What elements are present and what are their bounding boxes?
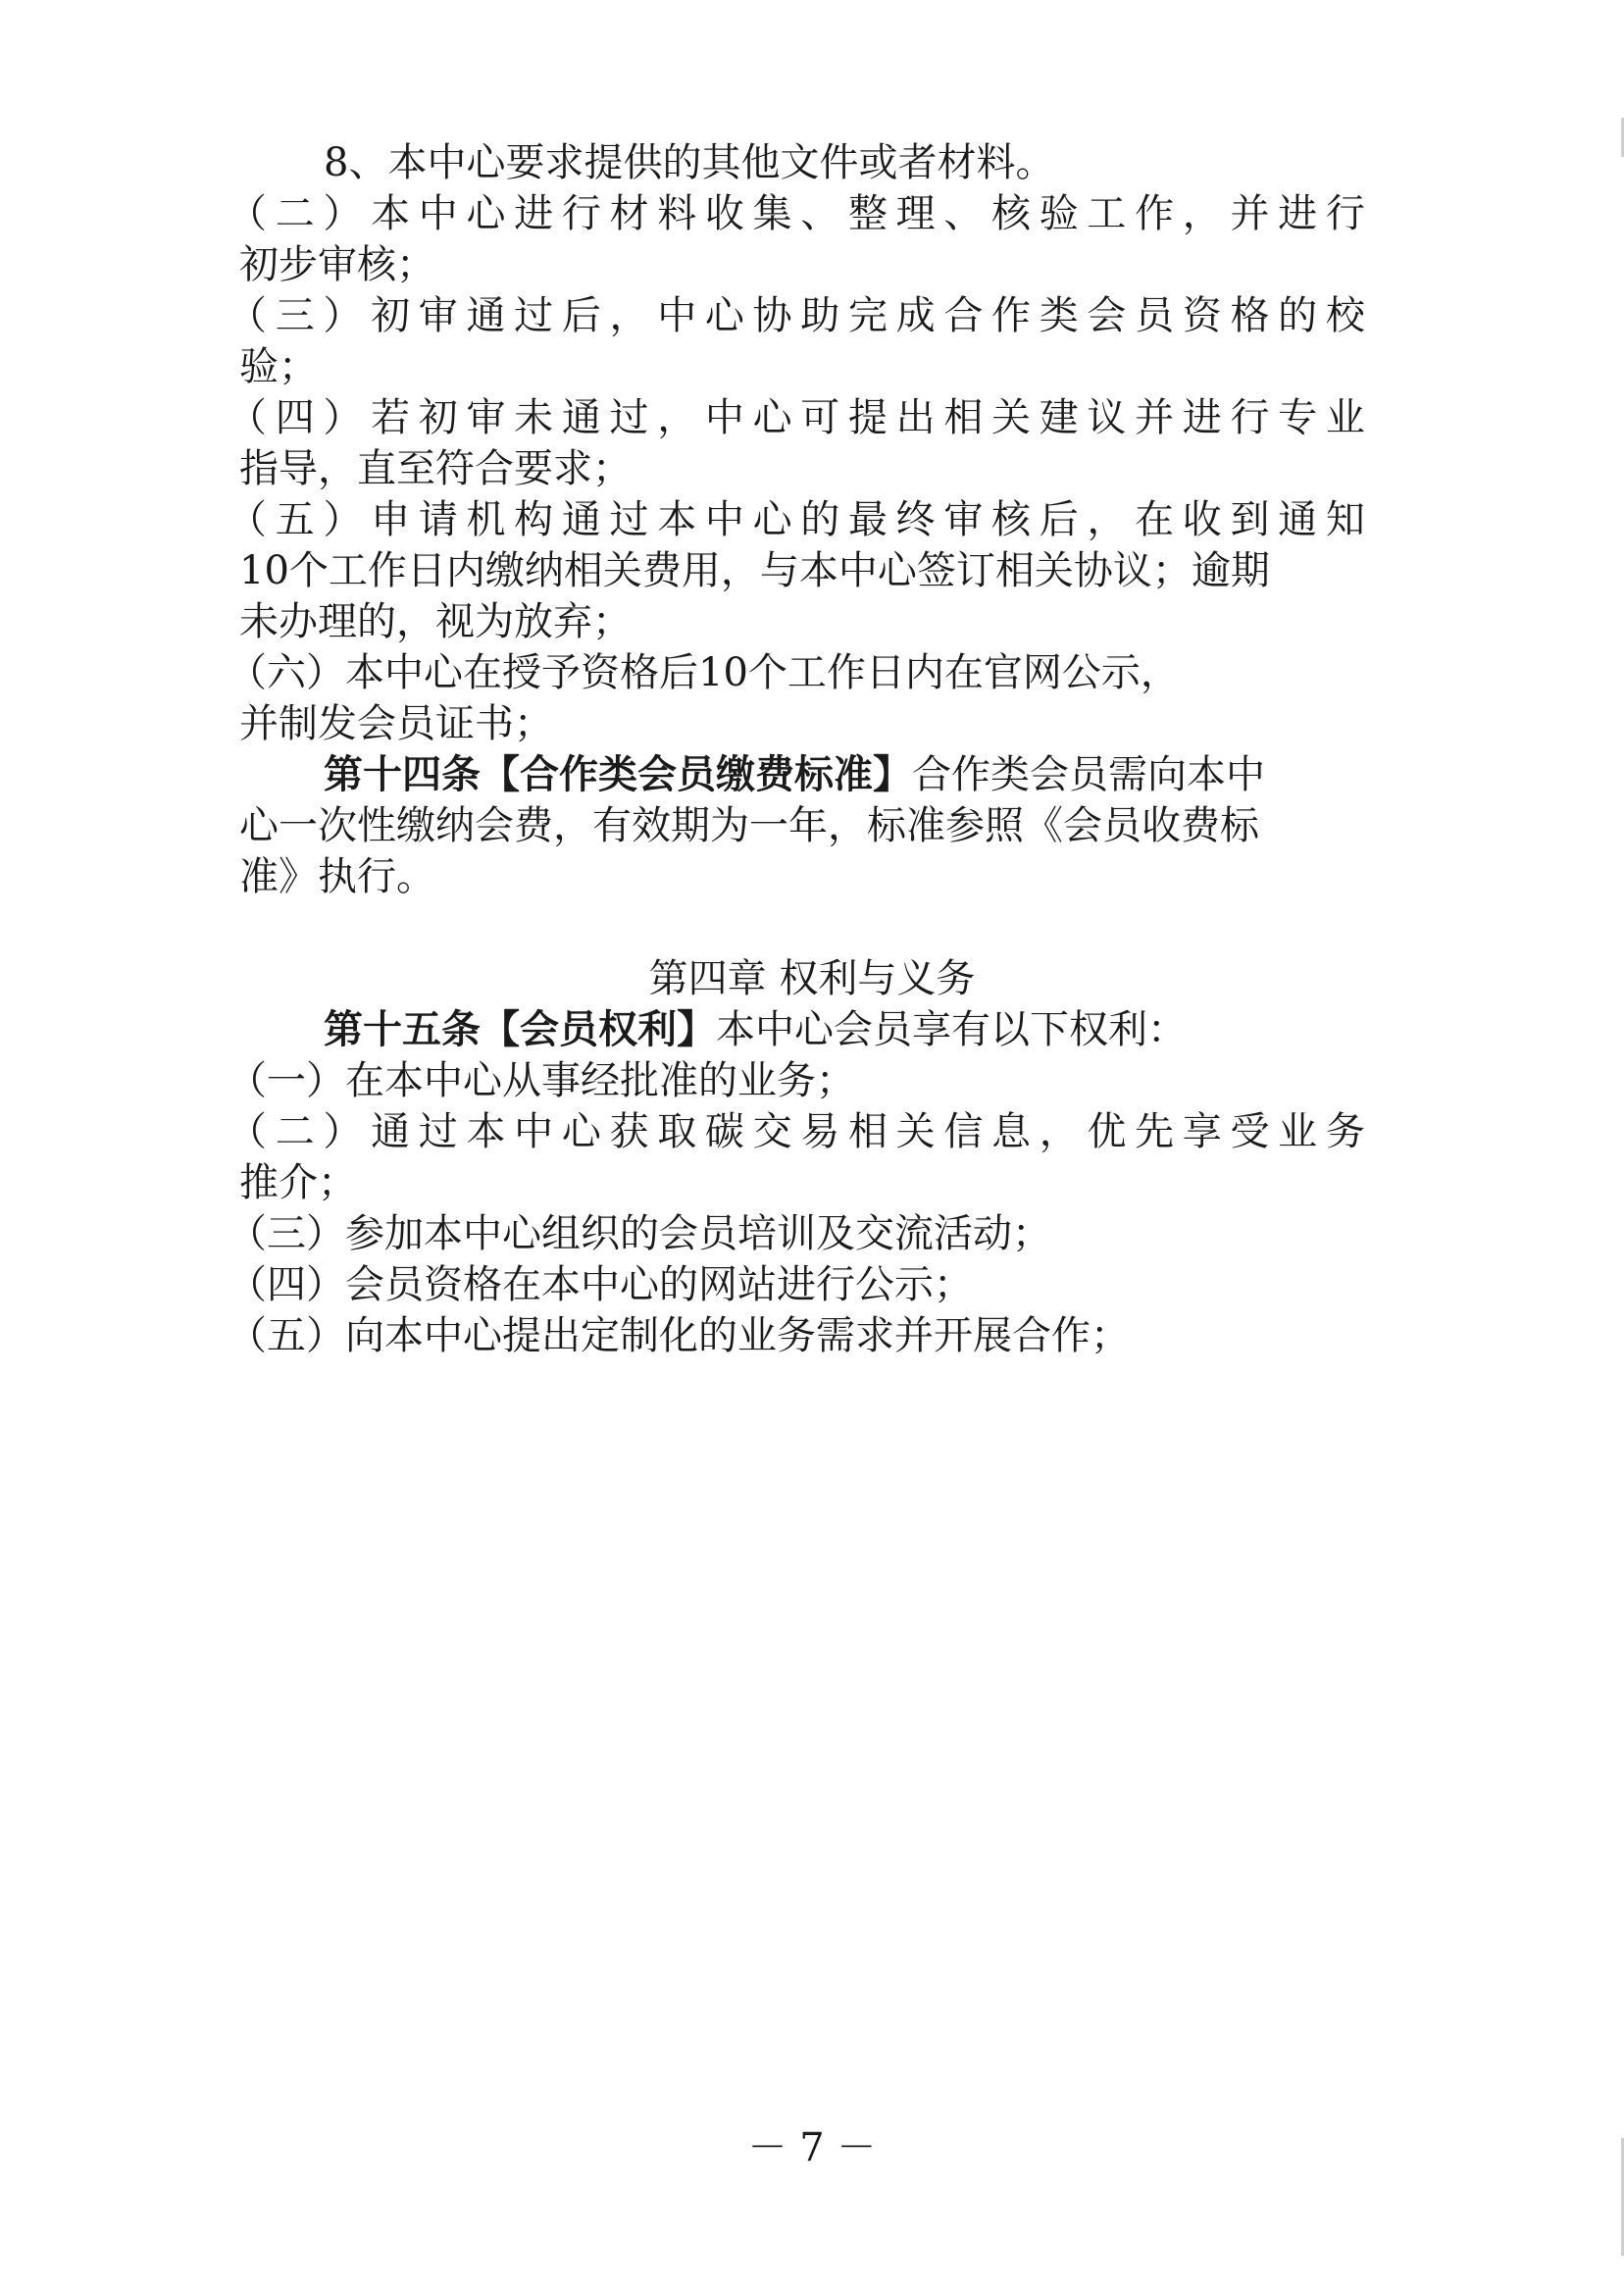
glyph: 助 [800,293,840,338]
paragraph-line: （三）参加本中心组织的会员培训及交流活动； [228,1211,1051,1256]
glyph: 整 [847,191,888,236]
glyph: 息 [991,1109,1031,1154]
glyph: 三 [275,293,315,338]
glyph: 易 [800,1109,840,1154]
paragraph-line: （六）本中心在授予资格后10个工作日内在官网公示， [228,650,1180,695]
glyph: 、 [800,191,840,236]
glyph: ， [1182,191,1222,236]
glyph: 协 [752,293,792,338]
paragraph-line: 准》执行。 [239,854,435,899]
glyph: 通 [1278,497,1318,542]
paragraph-line: （一）在本中心从事经批准的业务； [228,1058,855,1103]
glyph: 初 [371,293,411,338]
glyph: 校 [1325,293,1365,338]
paragraph-line: 指导，直至符合要求； [239,446,632,491]
glyph: 审 [418,293,458,338]
glyph: 五 [275,497,315,542]
glyph: 在 [1135,497,1175,542]
glyph: 行 [1325,191,1365,236]
glyph: 未 [514,395,554,440]
glyph: 行 [1230,395,1270,440]
glyph: 心 [561,1109,601,1154]
page-number: － 7 － [747,2125,877,2170]
glyph: 心 [466,191,506,236]
glyph: 构 [514,497,554,542]
glyph: 初 [418,395,458,440]
glyph: 员 [1135,293,1175,338]
paragraph-line: 初步审核； [239,242,435,287]
glyph: 作 [1135,191,1175,236]
glyph: 的 [1278,293,1318,338]
glyph: 相 [943,395,984,440]
glyph: 中 [657,293,697,338]
glyph: ， [657,395,697,440]
paragraph-line [228,292,1365,339]
glyph: 验 [1039,191,1079,236]
paragraph-line: 未办理的，视为放弃； [239,599,632,644]
glyph: 本 [657,497,697,542]
paragraph-line: 推介； [239,1160,357,1205]
glyph: 二 [275,191,315,236]
glyph: 受 [1230,1109,1270,1154]
glyph: 业 [1278,1109,1318,1154]
glyph: 通 [561,395,601,440]
glyph: 心 [704,293,744,338]
glyph: （ [228,497,267,542]
glyph: 四 [275,395,315,440]
glyph: 会 [1087,293,1127,338]
glyph: 务 [1325,1109,1365,1154]
glyph: 过 [609,497,649,542]
glyph: 获 [609,1109,649,1154]
paragraph-line [228,190,1365,237]
glyph: 机 [466,497,506,542]
glyph: 关 [991,395,1031,440]
glyph: 过 [418,1109,458,1154]
glyph: 理 [895,191,936,236]
glyph: 、 [943,191,984,236]
paragraph-line [228,1108,1365,1155]
glyph: 二 [275,1109,315,1154]
glyph: 请 [418,497,458,542]
glyph: 到 [1230,497,1270,542]
glyph: 取 [657,1109,697,1154]
glyph: 专 [1278,395,1318,440]
glyph: 碳 [704,1109,744,1154]
chapter-heading: 第四章 权利与义务 [648,956,976,1001]
article-14-title: 第十四条【合作类会员缴费标准】 [324,752,912,797]
glyph: 并 [1135,395,1175,440]
glyph: ， [1039,1109,1079,1154]
glyph: ， [609,293,649,338]
glyph: 的 [800,497,840,542]
glyph: ） [323,497,363,542]
glyph: 通 [561,497,601,542]
glyph: 通 [466,293,506,338]
glyph: 中 [704,497,744,542]
glyph: 集 [752,191,792,236]
glyph: 收 [1182,497,1222,542]
glyph: 交 [752,1109,792,1154]
glyph: 本 [371,191,411,236]
glyph: （ [228,293,267,338]
article-15-title: 第十五条【会员权利】 [324,1007,716,1052]
glyph: 后 [1039,497,1079,542]
glyph: 先 [1135,1109,1175,1154]
glyph: 料 [657,191,697,236]
glyph: 完 [847,293,888,338]
glyph: 通 [371,1109,411,1154]
article-15-line [324,1006,1187,1053]
glyph: 作 [991,293,1031,338]
glyph: 进 [1182,395,1222,440]
glyph: （ [228,395,267,440]
glyph: 关 [895,1109,936,1154]
glyph: 可 [800,395,840,440]
glyph: 过 [514,293,554,338]
glyph: 收 [704,191,744,236]
glyph: 议 [1087,395,1127,440]
paragraph-line: 心一次性缴纳会费，有效期为一年，标准参照《会员收费标 [239,803,1259,848]
glyph: 终 [895,497,936,542]
glyph: 并 [1230,191,1270,236]
paragraph-line: 10个工作日内缴纳相关费用，与本中心签订相关协议；逾期 [239,548,1270,593]
paragraph-line: （五）向本中心提出定制化的业务需求并开展合作； [228,1313,1130,1358]
glyph: 成 [895,293,936,338]
glyph: 工 [1087,191,1127,236]
glyph: 合 [943,293,984,338]
glyph: 心 [752,395,792,440]
glyph: 出 [895,395,936,440]
glyph: 核 [991,191,1031,236]
glyph: 进 [1278,191,1318,236]
glyph: ） [323,293,363,338]
paragraph-line: （四）会员资格在本中心的网站进行公示； [228,1262,973,1307]
glyph: 中 [704,395,744,440]
glyph: 优 [1087,1109,1127,1154]
glyph: 过 [609,395,649,440]
glyph: 申 [371,497,411,542]
glyph: 知 [1325,497,1365,542]
glyph: ） [323,395,363,440]
glyph: ， [1087,497,1127,542]
glyph: 业 [1325,395,1365,440]
glyph: 中 [514,1109,554,1154]
paragraph-line: 并制发会员证书； [239,701,553,746]
paragraph-line: 8、本中心要求提供的其他文件或者材料。 [324,140,1055,185]
glyph: （ [228,1109,267,1154]
article-15-text: 本中心会员享有以下权利： [716,1007,1187,1052]
glyph: （ [228,191,267,236]
glyph: 心 [752,497,792,542]
glyph: 行 [561,191,601,236]
paragraph-line [228,496,1365,543]
glyph: 提 [847,395,888,440]
glyph: 审 [466,395,506,440]
glyph: 中 [418,191,458,236]
glyph: 核 [991,497,1031,542]
article-14-text: 合作类会员需向本中 [912,752,1265,797]
glyph: 审 [943,497,984,542]
glyph: 材 [609,191,649,236]
paragraph-line: 验； [239,344,318,389]
glyph: ） [323,1109,363,1154]
article-14-line [324,751,1265,798]
glyph: 享 [1182,1109,1222,1154]
paragraph-line [228,394,1365,441]
glyph: 建 [1039,395,1079,440]
glyph: 类 [1039,293,1079,338]
glyph: 后 [561,293,601,338]
glyph: 相 [847,1109,888,1154]
glyph: 资 [1182,293,1222,338]
glyph: 本 [466,1109,506,1154]
glyph: ） [323,191,363,236]
glyph: 进 [514,191,554,236]
glyph: 格 [1230,293,1270,338]
glyph: 信 [943,1109,984,1154]
glyph: 最 [847,497,888,542]
glyph: 若 [371,395,411,440]
